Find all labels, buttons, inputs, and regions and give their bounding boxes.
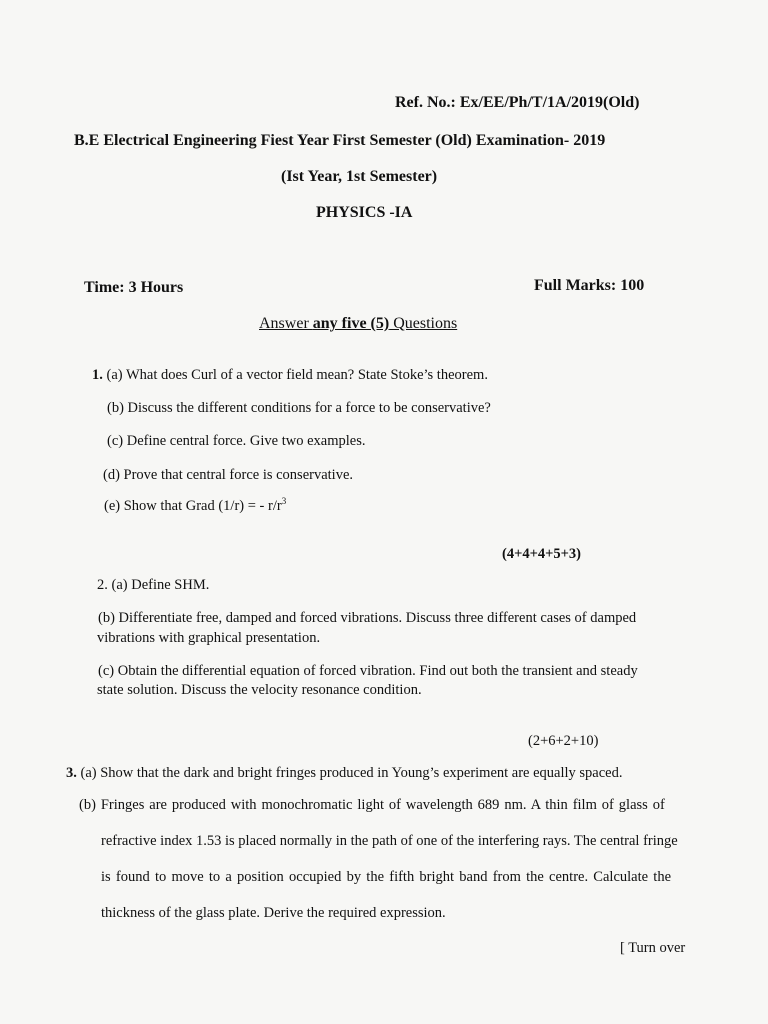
question-2-b-line1: (b) Differentiate free, damped and forced vibrations. Discuss three different cases of damped — [98, 610, 637, 626]
full-marks: Full Marks: 100 — [534, 277, 645, 294]
question-2-b-line2: vibrations with graphical presentation. — [97, 630, 321, 646]
question-1-e — [104, 498, 286, 515]
question-1-c: (c) Define central force. Give two examples. — [107, 433, 366, 449]
question-1-d: (d) Prove that central force is conservative. — [103, 467, 354, 483]
time-allowed: Time: 3 Hours — [84, 279, 184, 296]
question-3-b-line3: is found to move to a position occupied by the fifth bright band from the centre. Calculate the — [101, 869, 672, 885]
question-2-marks: (2+6+2+10) — [528, 733, 599, 749]
exam-title: B.E Electrical Engineering Fiest Year First Semester (Old) Examination- 2019 — [74, 132, 606, 149]
question-3-b-line1: (b) Fringes are produced with monochromatic light of wavelength 689 nm. A thin film of glass of — [79, 797, 665, 813]
subject-title: PHYSICS -IA — [316, 204, 413, 221]
question-3-b-line4: thickness of the glass plate. Derive the required expression. — [101, 905, 446, 921]
question-2-a: 2. (a) Define SHM. — [97, 577, 210, 593]
reference-number: Ref. No.: Ex/EE/Ph/T/1A/2019(Old) — [395, 94, 640, 111]
question-1-e-text: (e) Show that Grad (1/r) = - r/r — [104, 498, 282, 514]
question-1-marks: (4+4+4+5+3) — [502, 546, 581, 562]
instruction-suffix: Questions — [389, 315, 458, 332]
question-1-b: (b) Discuss the different conditions for a force to be conservative? — [107, 400, 491, 416]
question-1-e-exponent: 3 — [281, 496, 287, 507]
question-1-a — [92, 367, 488, 384]
question-2-c-line1: (c) Obtain the differential equation of forced vibration. Find out both the transient and steady — [98, 663, 638, 679]
question-2-c-line2: state solution. Discuss the velocity resonance condition. — [97, 682, 422, 698]
instruction-bold: any five (5) — [312, 315, 390, 332]
question-3-a — [66, 765, 623, 782]
instruction-prefix: Answer — [259, 315, 313, 332]
question-3-a-text: (a) Show that the dark and bright fringes produced in Young’s experiment are equally spaced. — [80, 765, 623, 781]
turn-over-note: [ Turn over — [620, 940, 686, 956]
instruction-line — [259, 314, 457, 333]
question-1-a-text: (a) What does Curl of a vector field mean? State Stoke’s theorem. — [106, 367, 488, 383]
question-3-number: 3. — [66, 765, 77, 781]
year-semester: (Ist Year, 1st Semester) — [281, 168, 438, 185]
question-3-b-line2: refractive index 1.53 is placed normally in the path of one of the interfering rays. The central fringe — [101, 833, 678, 849]
question-1-number: 1. — [92, 367, 103, 383]
